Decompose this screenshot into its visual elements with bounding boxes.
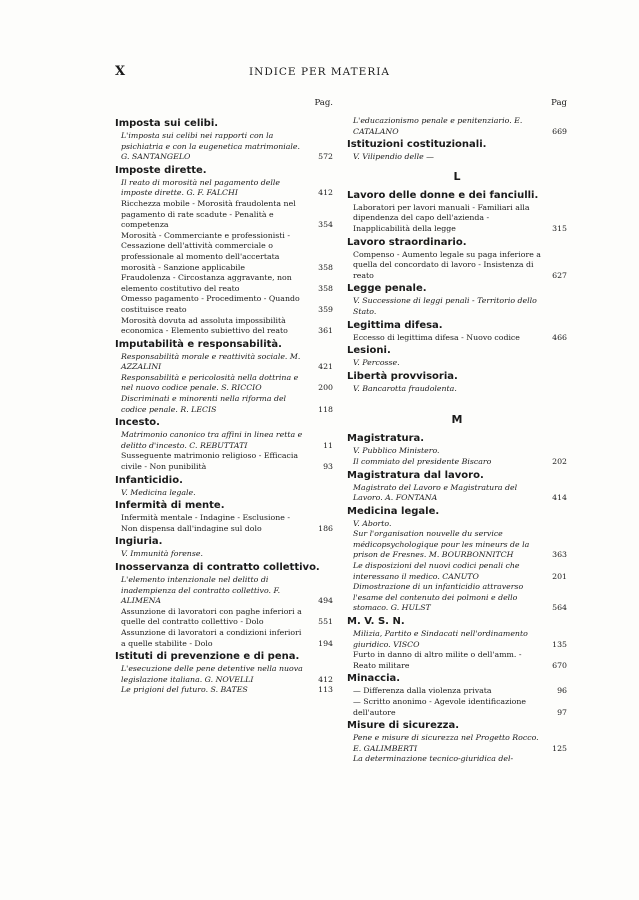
entry-heading: Infermità di mente. (115, 500, 225, 512)
page-ref: 118 (318, 404, 333, 414)
entry-heading: Legge penale. (347, 283, 427, 295)
page-ref: 421 (318, 362, 333, 372)
subentry (115, 549, 333, 560)
page-ref: 466 (552, 332, 567, 342)
page-ref: 194 (318, 638, 333, 648)
subentry-text: Furto in danno di altro milite o dell'amm. - Reato militare (353, 650, 522, 670)
subentry (347, 561, 567, 582)
page-ref: 494 (318, 596, 333, 606)
index-entry (347, 505, 567, 614)
subentry (115, 628, 333, 649)
index-entry (115, 164, 333, 337)
index-entry (115, 416, 333, 472)
page-ref: 359 (318, 304, 333, 314)
subentry-text: L'elemento intenzionale nel delitto di inadempienza del contratto collettivo. F. ALIMENA (121, 575, 281, 606)
index-entry (115, 338, 333, 416)
entry-heading: Imposte dirette. (115, 164, 207, 176)
entry-heading: Istituzioni costituzionali. (347, 139, 487, 151)
subentry-text: — Differenza dalla violenza privata (353, 686, 492, 696)
section-letter-l: L (453, 169, 461, 183)
subentry (115, 685, 333, 696)
entry-heading: Lavoro delle donne e dei fanciulli. (347, 189, 539, 201)
subentry-text: Laboratori per lavori manuali - Familiari alla dipendenza del capo dell'azienda - Inapplicabilità della legge (353, 202, 530, 233)
page-ref: 363 (552, 550, 567, 560)
subentry (115, 575, 333, 607)
subentry (347, 296, 567, 317)
subentry-text: Responsabilità morale e reattività sociale. M. AZZALINI (121, 351, 301, 372)
subentry-text: L'esecuzione delle pene detentive nella nuova legislazione italiana. G. NOVELLI (121, 664, 303, 684)
index-entry (347, 319, 567, 344)
index-entry (115, 499, 333, 534)
page-ref: 564 (552, 603, 567, 613)
subentry (115, 273, 333, 294)
subentry-text: L'imposta sui celibi nei rapporti con la psichiatria e con la eugenetica matrimoniale. G. SANTANGELO (121, 131, 301, 162)
page-ref: 627 (552, 270, 567, 280)
subentry (115, 607, 333, 628)
subentry-text: V. Bancarotta fraudolenta. (353, 383, 457, 393)
page-ref: 572 (318, 152, 333, 162)
subentry (115, 451, 333, 472)
page-ref: 96 (557, 686, 567, 696)
subentry-text: Ricchezza mobile - Morosità fraudolenta nel pagamento di rate scadute - Penalità e competenza (121, 198, 296, 230)
subentry (347, 457, 567, 468)
subentry-text: Il commiato del presidente Biscaro (353, 456, 492, 466)
page-ref: 669 (552, 126, 567, 136)
subentry-text: Morosità - Commerciante e professionisti - Cessazione dell'attività commerciale o professionale al momento dell'accertata morosità - Sanzione applicabile (121, 230, 290, 272)
subentry (347, 529, 567, 561)
subentry-text: Sur l'organisation nouvelle du service médicopsychologique pour les mineurs de la prison de Fresnes. M. BOURBONNITCH (353, 529, 530, 560)
page-ref: 201 (552, 571, 567, 581)
pag-label: Pag. (314, 98, 333, 108)
page-ref: 200 (318, 383, 333, 393)
right-column (347, 98, 567, 765)
page-ref: 414 (552, 493, 567, 503)
entry-heading: Incesto. (115, 417, 160, 429)
subentry-text: Le prigioni del futuro. S. BATES (121, 685, 248, 695)
subentry (115, 430, 333, 451)
entry-heading: Lavoro straordinario. (347, 236, 467, 248)
index-entry (347, 138, 567, 163)
page-ref: 361 (318, 326, 333, 336)
subentry-text: Infermità mentale - Indagine - Esclusione - Non dispensa dall'indagine sul dolo (121, 513, 290, 533)
entry-heading: Istituti di prevenzione e di pena. (115, 651, 300, 663)
subentry (347, 483, 567, 504)
index-entry (347, 116, 567, 137)
subentry-text: V. Pubblico Ministero. (353, 446, 440, 456)
subentry-text: Responsabilità e pericolosità nella dottrina e nel nuovo codice penale. S. RICCIO (121, 372, 299, 393)
subentry (115, 513, 333, 534)
subentry-text: V. Successione di leggi penali - Territorio dello Stato. (353, 296, 537, 316)
subentry-text: V. Immunità forense. (121, 549, 203, 559)
subentry-text: V. Percosse. (353, 358, 400, 368)
subentry (347, 697, 567, 718)
entry-heading: Imposta sui celibi. (115, 118, 219, 129)
index-entry (347, 282, 567, 317)
page-ref: 551 (318, 617, 333, 627)
subentry-text: Dimostrazione di un infanticidio attraverso l'esame del contenuto dei polmoni e dello stomaco. G. HULST (353, 582, 524, 613)
index-entry (115, 474, 333, 499)
subentry (347, 384, 567, 395)
page-ref: 412 (318, 188, 333, 198)
entry-heading: Imputabilità e responsabilità. (115, 338, 282, 350)
page-ref: 315 (552, 223, 567, 233)
subentry-text: Il reato di morosità nel pagamento delle imposte dirette. G. F. FALCHI (121, 177, 281, 198)
subentry (115, 316, 333, 337)
subentry (347, 358, 567, 369)
page-ref: 354 (318, 220, 333, 230)
subentry (115, 352, 333, 373)
entry-heading: Medicina legale. (347, 505, 440, 517)
subentry-text: Compenso - Aumento legale su paga inferiore a quella del concordato di lavoro - Insistenza di reato (353, 249, 541, 280)
index-entry (347, 432, 567, 467)
entry-heading: Misure di sicurezza. (347, 720, 460, 732)
subentry-text: Milizia, Partito e Sindacati nell'ordinamento giuridico. VISCO (353, 629, 528, 649)
subentry (347, 733, 567, 754)
index-entry (347, 189, 567, 235)
subentry (115, 231, 333, 273)
subentry-text: Morosità dovuta ad assoluta impossibilità economica - Elemento subiettivo del reato (121, 315, 288, 336)
subentry (115, 294, 333, 315)
entry-heading: Magistratura. (347, 433, 425, 445)
subentry-text: L'educazionismo penale e penitenziario. E. CATALANO (353, 116, 523, 136)
subentry (347, 250, 567, 282)
subentry (115, 488, 333, 499)
index-entry (347, 370, 567, 395)
page-ref: 11 (323, 440, 333, 450)
subentry-text: V. Aborto. (353, 518, 392, 528)
page-ref: 93 (323, 462, 333, 472)
page-ref: 358 (318, 262, 333, 272)
index-entry (347, 672, 567, 718)
page-ref: 97 (557, 707, 567, 717)
subentry (347, 582, 567, 614)
entry-heading: Lesioni. (347, 345, 391, 357)
subentry-text: Matrimonio canonico tra affini in linea retta e delitto d'incesto. C. REBUTTATI (121, 430, 303, 450)
right-entries-l (347, 189, 567, 395)
index-entry (347, 236, 567, 282)
left-entries (115, 117, 333, 696)
index-entry (347, 615, 567, 671)
subentry (347, 650, 567, 671)
right-entries-top (347, 116, 567, 163)
subentry-text: La determinazione tecnico-giuridica del- (353, 754, 514, 764)
subentry (115, 664, 333, 685)
entry-heading: M. V. S. N. (347, 616, 405, 628)
page-header (0, 64, 639, 80)
page-ref: 358 (318, 283, 333, 293)
subentry (347, 203, 567, 235)
subentry-text: Pene e misure di sicurezza nel Progetto Rocco. E. GALIMBERTI (353, 733, 539, 753)
subentry-text: Discriminati e minorenti nella riforma del codice penale. R. LECIS (121, 394, 287, 414)
subentry-text: Assunzione di lavoratori con paghe inferiori a quelle del contratto collettivo - Dolo (121, 606, 302, 627)
subentry (347, 333, 567, 344)
subentry (115, 131, 333, 163)
subentry (115, 199, 333, 231)
subentry-text: Le disposizioni del nuovi codici penali che interessano il medico. CANUTO (353, 561, 520, 581)
subentry (347, 519, 567, 530)
entry-heading: Legittima difesa. (347, 319, 443, 331)
entry-heading: Infanticidio. (115, 474, 183, 486)
subentry-text: Magistrato del Lavoro e Magistratura del Lavoro. A. FONTANA (353, 482, 518, 503)
subentry-text: — Scritto anonimo - Agevole identificazione dell'autore (353, 697, 527, 717)
subentry-text: V. Vilipendio delle — (353, 152, 434, 162)
page-ref: 125 (552, 743, 567, 753)
index-entry (115, 650, 333, 696)
page-ref: 412 (318, 674, 333, 684)
index-entry (347, 719, 567, 765)
left-column (115, 98, 333, 696)
page-ref: 186 (318, 523, 333, 533)
entry-heading: Ingiuria. (115, 536, 163, 548)
subentry-text: Susseguente matrimonio religioso - Efficacia civile - Non punibilità (121, 451, 299, 472)
subentry (347, 754, 567, 765)
subentry (347, 116, 567, 137)
index-entry (115, 117, 333, 163)
page-ref: 670 (552, 660, 567, 670)
subentry (347, 686, 567, 697)
index-entry (347, 344, 567, 369)
subentry (347, 152, 567, 163)
index-entry (115, 561, 333, 649)
subentry-text: Omesso pagamento - Procedimento - Quando costituisce reato (121, 294, 300, 314)
entry-heading: Magistratura dal lavoro. (347, 469, 484, 481)
subentry-text: Assunzione di lavoratori a condizioni inferiori a quelle stabilite - Dolo (121, 627, 302, 648)
entry-heading: Minaccia. (347, 673, 401, 685)
subentry (347, 446, 567, 457)
entry-heading: Inosservanza di contratto collettivo. (115, 562, 320, 573)
page-number: X (115, 64, 126, 79)
index-entry (115, 535, 333, 560)
pag-label: Pag (551, 98, 567, 108)
page-ref: 135 (552, 639, 567, 649)
running-title: INDICE PER MATERIA (249, 66, 390, 78)
index-entry (347, 469, 567, 504)
subentry (115, 178, 333, 199)
subentry-text: Fraudolenza - Circostanza aggravante, non elemento costitutivo del reato (121, 273, 292, 293)
section-letter-m: M (451, 413, 463, 427)
subentry-text: V. Medicina legale. (121, 487, 196, 497)
entry-heading: Libertà provvisoria. (347, 370, 458, 382)
subentry (347, 629, 567, 650)
page-ref: 113 (318, 685, 333, 695)
page-ref: 202 (552, 456, 567, 466)
subentry (115, 373, 333, 394)
subentry-text: Eccesso di legittima difesa - Nuovo codice (353, 332, 520, 342)
subentry (115, 394, 333, 415)
right-entries-m (347, 432, 567, 765)
